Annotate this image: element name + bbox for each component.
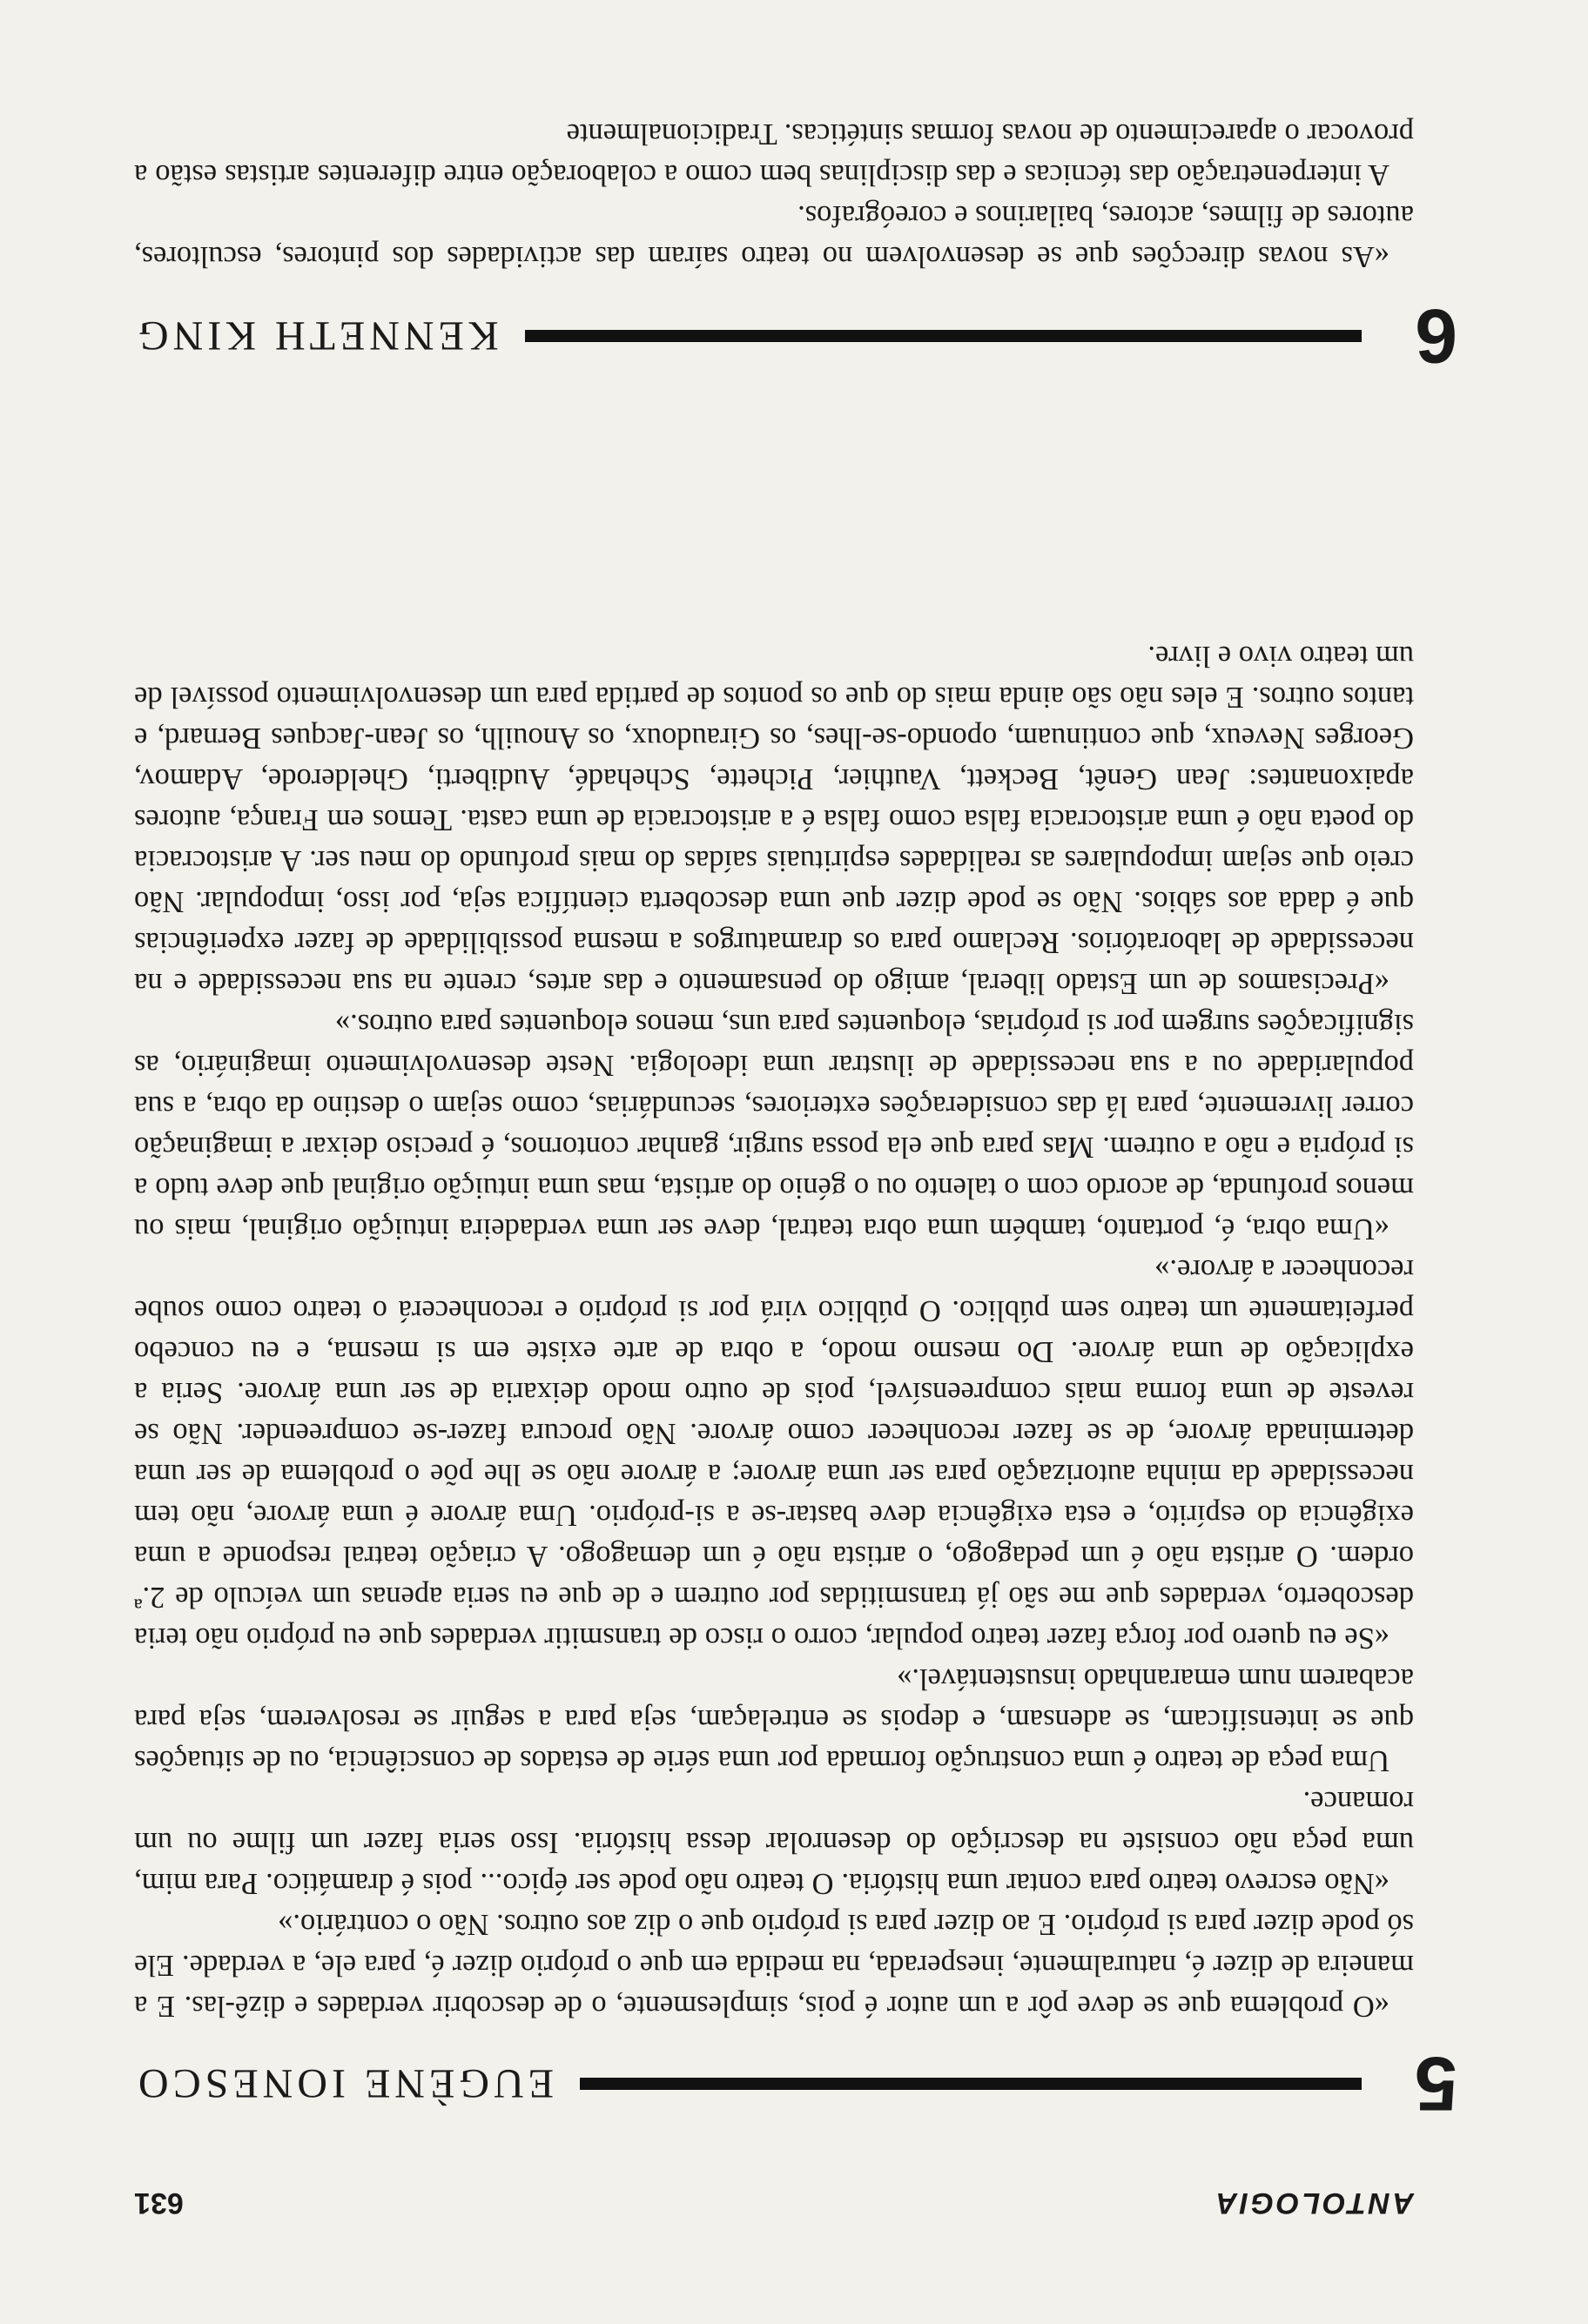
section-rule xyxy=(525,330,1362,342)
paragraph: «O problema que se deve pôr a um autor é pois, simplesmente, o de descobrir verdades e dizê-las. E a maneira de dizer é, naturalmente, inesperada, na medida em que o próprio dizer é, para ele, a verdade. Ele só pode dizer para si próprio. E ao dizer para si próprio que o diz aos outros. Não o contrário.» xyxy=(134,1908,1414,2023)
section-rule xyxy=(580,2078,1362,2090)
paragraph: «Precisamos de um Estado liberal, amigo do pensamento e das artes, crente na sua necessidade e na necessidade de laboratórios. Reclamo para os dramaturgos a mesma possibilidade de fazer experiências que é dada aos sábios. Não se pode dizer que uma descoberta científica seja, por isso, impopular. Não creio que sejam impopulares as realidades espirituais saídas do mais profundo do meu ser. A aristocracia do poeta não é uma aristocracia falsa como falsa é a aristocracia de uma casta. Temos em França, autores apaixonantes: Jean Genêt, Beckett, Vauthier, Pichette, Schehadé, Audiberti, Ghelderode, Adamov, Georges Neveux, que continuam, opondo-se-lhes, os Giraudoux, os Anouilh, os Jean-Jacques Bernard, e tantos outros. E eles não são ainda mais do que os pontos de partida para um desenvolvimento possível de um teatro vivo e livre. xyxy=(134,640,1414,1000)
section-header-king xyxy=(134,293,1457,379)
paragraph: «Uma obra, é, portanto, também uma obra teatral, deve ser uma verdadeira intuição original, mais ou menos profunda, de acordo com o talento ou o génio do artista, mas uma intuição original que deve tudo a si própria e não a outrem. Mas para que ela possa surgir, ganhar contornos, é preciso deixar a imaginação correr livremente, para lá das considerações exteriores, secundárias, como sejam o destino da obra, a sua popularidade ou a sua necessidade de ilustrar uma ideologia. Neste desenvolvimento imaginário, as significações surgem por si próprias, eloquentes para uns, menos eloquentes para outros.» xyxy=(134,1008,1414,1246)
page-number: 631 xyxy=(134,2186,184,2220)
section-number: 6 xyxy=(1415,293,1457,379)
paragraph: Uma peça de teatro é uma construção formada por uma série de estados de consciência, ou de situações que se intensificam, se adensam, e depois se entrelaçam, seja para a seguir se resolverem, seja para acabarem num emaranhado insustentável.» xyxy=(134,1662,1414,1777)
section-body-king xyxy=(134,113,1414,277)
running-title: ANTOLOGIA xyxy=(1213,2186,1414,2220)
paragraph: «Não escrevo teatro para contar uma história. O teatro não pode ser épico... pois é dramático. Para mim, uma peça não consiste na descrição do desenrolar dessa história. Isso seria fazer um filme ou um romance. xyxy=(134,1785,1414,1900)
paragraph: «As novas direcções que se desenvolvem no teatro saíram das actividades dos pintores, escultores, autores de filmes, actores, bailarinos e coreógrafos. xyxy=(134,199,1414,273)
section-header-ionesco xyxy=(134,2041,1457,2127)
section-body-ionesco xyxy=(134,635,1414,2026)
section-author: EUGÈNE IONESCO xyxy=(134,2060,554,2107)
section-author: KENNETH KING xyxy=(134,312,499,359)
section-number: 5 xyxy=(1415,2041,1457,2127)
paragraph: «Se eu quero por força fazer teatro popular, corro o risco de transmitir verdades que eu próprio não teria descoberto, verdades que me são já transmitidas por outrem e de que eu seria apenas um veículo de 2.ª ordem. O artista não é um pedagogo, o artista não é um demagogo. A criação teatral responde a uma exigência do espírito, e esta exigência deve bastar-se a si-próprio. Uma árvore é uma árvore, não tem necessidade da minha autorização para ser uma árvore; a árvore não se lhe põe o problema de ser uma determinada árvore, de se fazer reconhecer como árvore. Não procura fazer-se compreender. Não se reveste de uma forma mais compreensível, pois de outro modo deixaria de ser uma árvore. Seria a explicação de uma árvore. Do mesmo modo, a obra de arte existe em si mesma, e eu concebo perfeitamente um teatro sem público. O público virá por si próprio e reconhecerá o teatro como soube reconhecer a árvore.» xyxy=(134,1253,1414,1655)
paragraph: A interpenetração das técnicas e das disciplinas bem como a colaboração entre diferentes artistas estão a provocar o aparecimento de novas formas sintéticas. Tradicionalmente xyxy=(134,118,1414,191)
running-head xyxy=(134,2186,1414,2220)
